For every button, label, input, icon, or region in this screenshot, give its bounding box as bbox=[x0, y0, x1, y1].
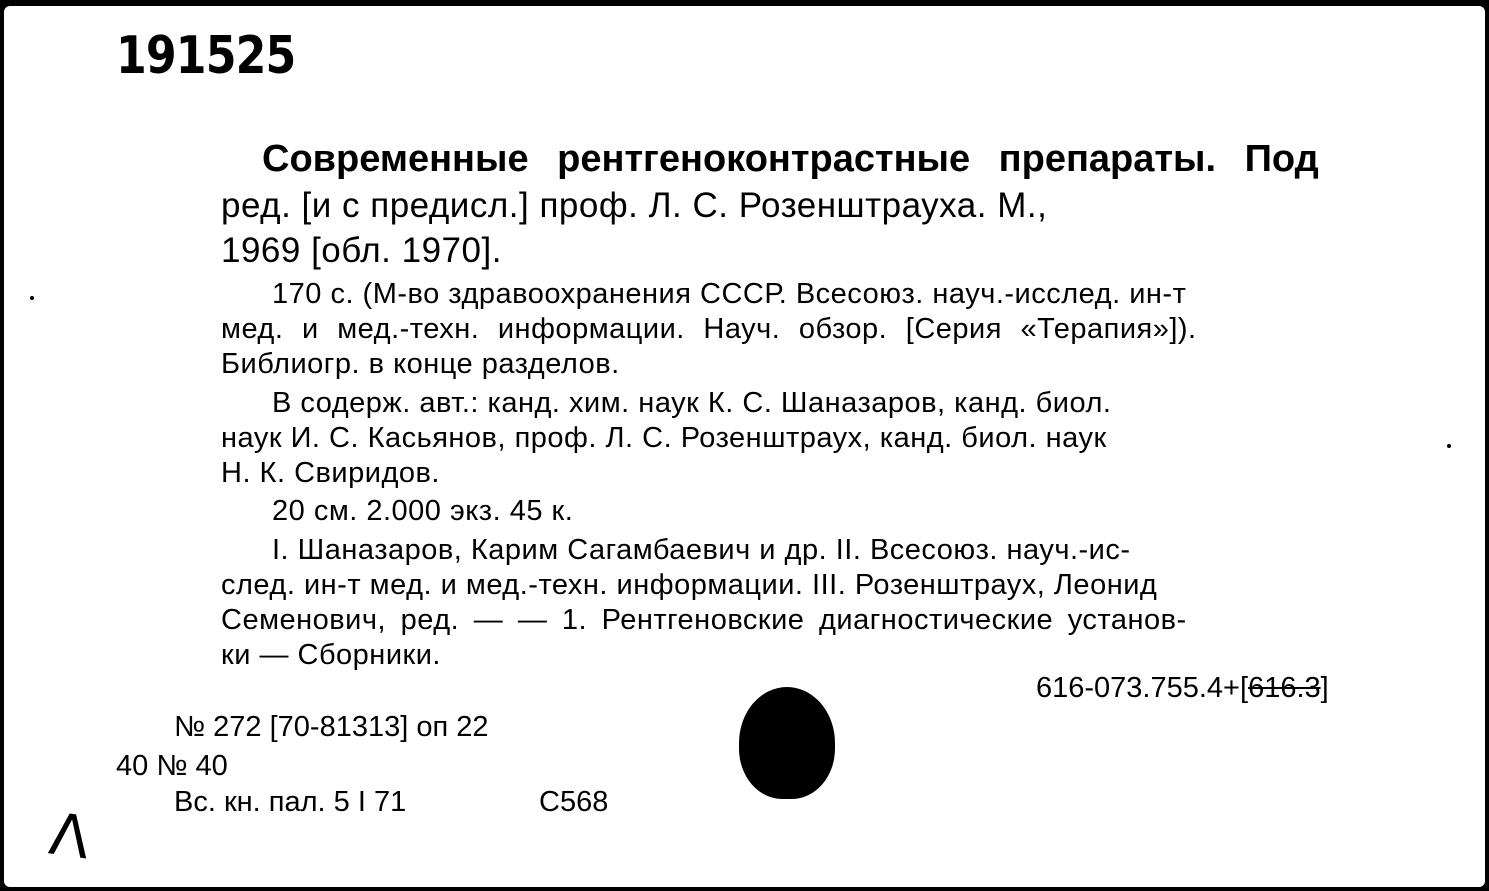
desc-line-3: Библиогр. в конце разделов. bbox=[221, 348, 620, 380]
footer-line-2: 40 № 40 bbox=[116, 750, 228, 782]
footer-line-1: № 272 [70-81313] оп 22 bbox=[174, 711, 489, 743]
handwritten-mark: Λ bbox=[45, 799, 95, 873]
punch-hole bbox=[739, 687, 835, 799]
udc-main: 616-073.755.4+[ bbox=[1036, 672, 1249, 704]
desc-line-10: Семенович, ред. — — 1. Рентгеновские диагностические установ- bbox=[221, 604, 1187, 636]
desc-line-6: Н. К. Свиридов. bbox=[221, 457, 440, 489]
udc-struck: 616.3 bbox=[1248, 672, 1321, 704]
speck bbox=[1447, 444, 1451, 448]
title-line-2: ред. [и с предисл.] проф. Л. С. Розенштрауха. М., bbox=[221, 186, 1048, 225]
udc-end: ] bbox=[1320, 672, 1329, 704]
desc-line-7: 20 см. 2.000 экз. 45 к. bbox=[272, 495, 574, 527]
title-line-1: Современные рентгеноконтрастные препараты. Под bbox=[262, 138, 1319, 180]
title-line-3: 1969 [обл. 1970]. bbox=[221, 231, 502, 270]
desc-line-4: В содерж. авт.: канд. хим. наук К. С. Шаназаров, канд. биол. bbox=[272, 387, 1112, 419]
desc-line-1: 170 с. (М-во здравоохранения СССР. Всесоюз. науч.-исслед. ин-т bbox=[272, 278, 1187, 310]
desc-line-8: I. Шаназаров, Карим Сагамбаевич и др. II. Всесоюз. науч.-ис- bbox=[272, 534, 1131, 566]
udc-index bbox=[1036, 672, 1329, 705]
footer-line-3: Вс. кн. пал. 5 I 71 bbox=[174, 786, 407, 818]
desc-line-2: мед. и мед.-техн. информации. Науч. обзор. [Серия «Терапия»]). bbox=[221, 313, 1197, 345]
inventory-number: 191525 bbox=[116, 26, 296, 86]
desc-line-9: след. ин-т мед. и мед.-техн. информации. III. Розенштраух, Леонид bbox=[221, 569, 1158, 601]
catalog-card bbox=[4, 6, 1485, 887]
desc-line-11: ки — Сборники. bbox=[221, 639, 441, 671]
speck bbox=[30, 296, 34, 300]
desc-line-5: наук И. С. Касьянов, проф. Л. С. Розенштраух, канд. биол. наук bbox=[221, 422, 1107, 454]
footer-code: С568 bbox=[539, 786, 609, 818]
